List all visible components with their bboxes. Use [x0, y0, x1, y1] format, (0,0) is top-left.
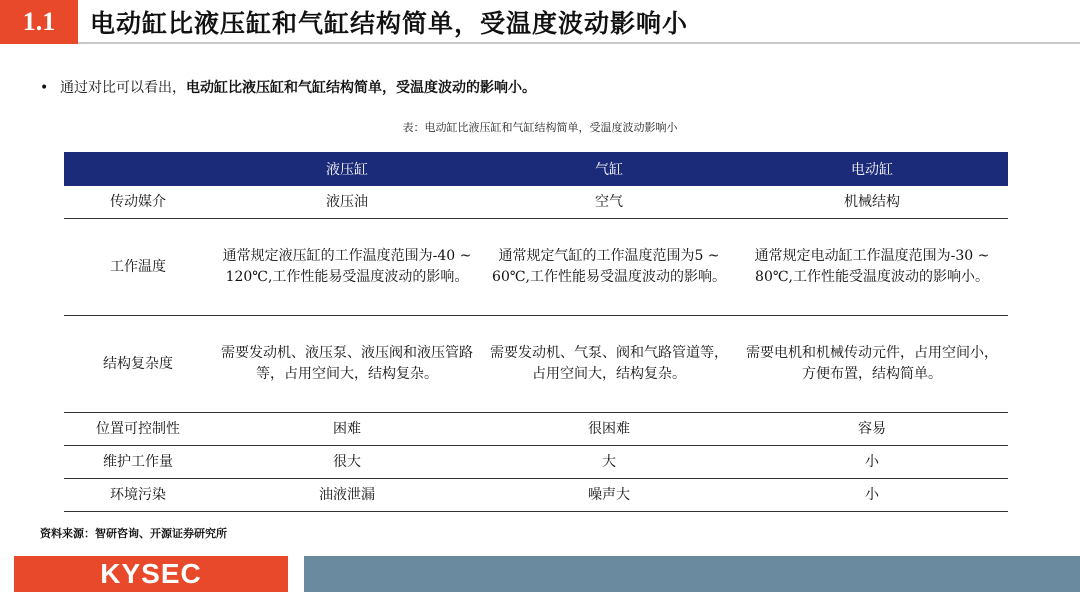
cell-electric: 小 — [736, 479, 1008, 512]
header-cell-empty — [64, 152, 212, 186]
cell-electric: 机械结构 — [736, 186, 1008, 219]
cell-pneumatic: 空气 — [482, 186, 736, 219]
cell-hydraulic: 很大 — [212, 446, 482, 479]
header-cell-electric: 电动缸 — [736, 152, 1008, 186]
cell-hydraulic: 需要发动机、液压泵、液压阀和液压管路等，占用空间大，结构复杂。 — [212, 316, 482, 413]
cell-hydraulic: 困难 — [212, 413, 482, 446]
cell-electric: 需要电机和机械传动元件，占用空间小，方便布置，结构简单。 — [736, 316, 1008, 413]
cell-pneumatic: 通常规定气缸的工作温度范围为5 ~ 60℃,工作性能易受温度波动的影响。 — [482, 219, 736, 316]
cell-pneumatic: 很困难 — [482, 413, 736, 446]
comparison-table-container — [64, 152, 1008, 512]
table-caption: 表：电动缸比液压缸和气缸结构简单，受温度波动影响小 — [402, 121, 678, 134]
source-note: 资料来源：智研咨询、开源证券研究所 — [40, 527, 227, 540]
header — [0, 0, 1080, 46]
bullet-emphasis: 电动缸比液压缸和气缸结构简单，受温度波动的影响小。 — [186, 80, 536, 96]
row-label: 传动媒介 — [64, 186, 212, 219]
cell-electric: 容易 — [736, 413, 1008, 446]
row-label: 位置可控制性 — [64, 413, 212, 446]
table-header-row — [64, 152, 1008, 186]
cell-pneumatic: 噪声大 — [482, 479, 736, 512]
bullet-point — [40, 78, 536, 98]
cell-electric: 小 — [736, 446, 1008, 479]
cell-electric: 通常规定电动缸工作温度范围为-30 ~ 80℃,工作性能受温度波动的影响小。 — [736, 219, 1008, 316]
table-row — [64, 219, 1008, 316]
page-title: 电动缸比液压缸和气缸结构简单，受温度波动影响小 — [90, 9, 689, 38]
bullet-icon: • — [40, 80, 49, 96]
header-cell-pneumatic: 气缸 — [482, 152, 736, 186]
cell-hydraulic: 液压油 — [212, 186, 482, 219]
row-label: 维护工作量 — [64, 446, 212, 479]
table-row — [64, 186, 1008, 219]
section-number: 1.1 — [0, 0, 78, 44]
table-row — [64, 479, 1008, 512]
table-row — [64, 446, 1008, 479]
cell-pneumatic: 大 — [482, 446, 736, 479]
brand-logo: KYSEC — [14, 556, 288, 592]
bullet-lead: 通过对比可以看出， — [60, 80, 186, 96]
table-row — [64, 413, 1008, 446]
header-cell-hydraulic: 液压缸 — [212, 152, 482, 186]
row-label: 工作温度 — [64, 219, 212, 316]
cell-pneumatic: 需要发动机、气泵、阀和气路管道等，占用空间大，结构复杂。 — [482, 316, 736, 413]
row-label: 结构复杂度 — [64, 316, 212, 413]
row-label: 环境污染 — [64, 479, 212, 512]
cell-hydraulic: 通常规定液压缸的工作温度范围为-40 ~ 120℃,工作性能易受温度波动的影响。 — [212, 219, 482, 316]
header-divider — [78, 42, 1080, 44]
footer-bar — [304, 556, 1080, 592]
comparison-table — [64, 152, 1008, 512]
cell-hydraulic: 油液泄漏 — [212, 479, 482, 512]
table-row — [64, 316, 1008, 413]
